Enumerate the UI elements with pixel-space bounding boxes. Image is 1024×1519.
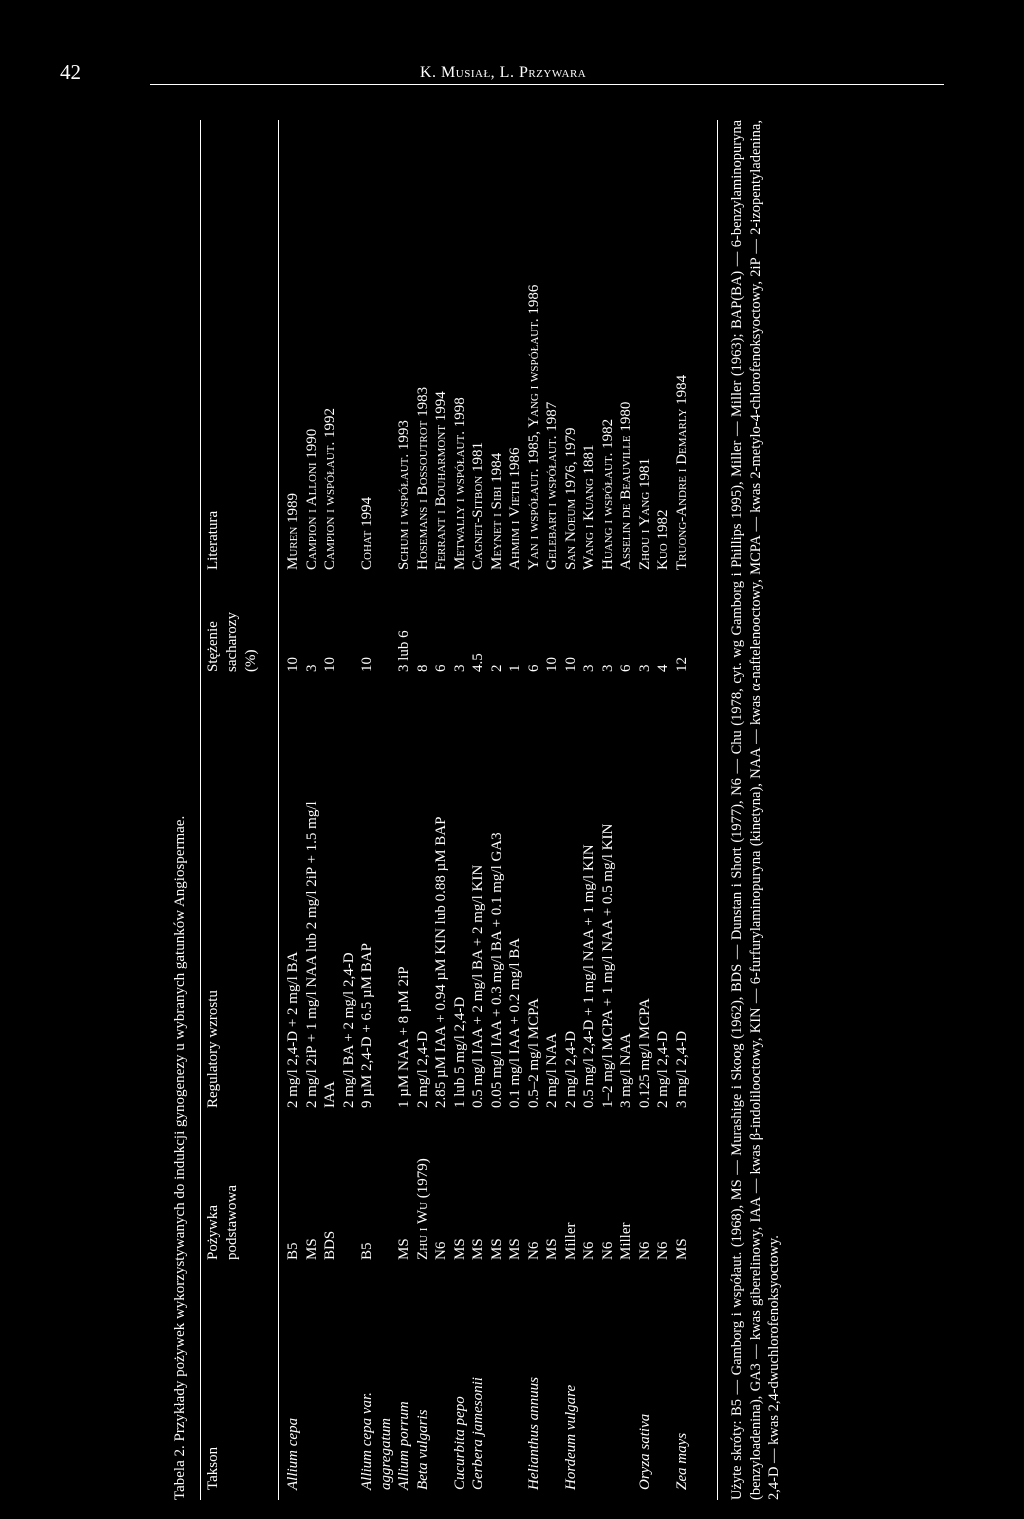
cell-sucrose: 6 <box>433 664 449 672</box>
cell-taxon: Helianthus annuus <box>525 1377 542 1490</box>
cell-sucrose: 12 <box>673 657 690 672</box>
table-body <box>284 120 691 1500</box>
cell-sucrose: 10 <box>285 657 301 672</box>
cell-sucrose: 3 <box>599 664 616 672</box>
cell-medium: Miller <box>562 1222 579 1260</box>
cell-sucrose: 10 <box>544 657 560 672</box>
cell-literature: Muren 1989 <box>285 492 301 570</box>
cell-taxon: Cucurbita pepo <box>451 1396 468 1490</box>
cell-regulators: 0.5 mg/l IAA + 2 mg/l BA + 2 mg/l KIN <box>470 864 486 1108</box>
cell-literature: Zhou i Yang 1981 <box>636 457 653 570</box>
cell-literature: Yan i współaut. 1985, Yang i współaut. 1986 <box>525 284 542 570</box>
cell-medium: N6 <box>581 1241 597 1260</box>
table-row <box>654 120 673 1500</box>
cell-literature: Hosemans i Bossoutrot 1983 <box>414 386 431 570</box>
cell-sucrose: 3 <box>303 664 320 672</box>
table-bottom-rule <box>717 120 718 1500</box>
table-row <box>451 120 470 1500</box>
cell-regulators: 0.125 mg/l MCPA <box>636 998 653 1108</box>
table-row <box>506 120 525 1500</box>
cell-sucrose: 8 <box>414 664 431 672</box>
cell-regulators: 3 mg/l 2,4-D <box>673 1030 690 1108</box>
cell-literature: Ahmim i Vieth 1986 <box>507 447 523 570</box>
cell-literature: Meynet i Sibi 1984 <box>488 452 505 570</box>
page-header <box>60 60 944 86</box>
cell-sucrose: 10 <box>359 657 375 672</box>
cell-literature: Truong-Andre i Demarly 1984 <box>673 374 690 570</box>
col-header-medium-line2: podstawowa <box>224 1185 240 1260</box>
cell-taxon: Beta vulgaris <box>414 1409 431 1490</box>
table-row <box>599 120 618 1500</box>
cell-regulators: 2 mg/l 2,4-D <box>655 1030 671 1108</box>
cell-regulators: 9 µM 2,4-D + 6.5 µM BAP <box>359 943 375 1108</box>
cell-medium: Miller <box>618 1222 634 1260</box>
cell-regulators: 0.5 mg/l 2,4-D + 1 mg/l NAA + 1 mg/l KIN <box>581 844 597 1108</box>
table-row <box>488 120 507 1500</box>
table-row <box>377 120 396 1500</box>
cell-taxon: aggregatum <box>377 1418 394 1490</box>
table-top-rule <box>200 120 201 1500</box>
cell-literature: Ferrant i Bouharmont 1994 <box>433 391 449 570</box>
cell-taxon: Allium cepa <box>285 1417 301 1490</box>
cell-medium: N6 <box>599 1241 616 1260</box>
cell-literature: Wang i Kuang 1881 <box>581 444 597 570</box>
cell-medium: Zhu i Wu (1979) <box>414 1158 431 1260</box>
cell-regulators: 2 mg/l 2,4-D + 2 mg/l BA <box>285 951 301 1108</box>
cell-literature: Campion i Alloni 1990 <box>303 428 320 570</box>
cell-medium: MS <box>451 1238 468 1260</box>
cell-taxon: Hordeum vulgare <box>562 1384 579 1490</box>
cell-taxon: Zea mays <box>673 1432 690 1490</box>
cell-literature: Cohat 1994 <box>359 496 375 570</box>
table-row <box>414 120 433 1500</box>
cell-medium: BDS <box>322 1230 338 1260</box>
cell-medium: MS <box>470 1238 486 1260</box>
cell-medium: MS <box>673 1238 690 1260</box>
cell-regulators: 2.85 µM IAA + 0.94 µM KIN lub 0.88 µM BAP <box>433 816 449 1108</box>
cell-literature: Cagnet-Sitbon 1981 <box>470 442 486 570</box>
cell-regulators: 2 mg/l 2iP + 1 mg/l NAA lub 2 mg/l 2iP + 1.5 mg/l <box>303 801 320 1108</box>
cell-regulators: 0.5–2 mg/l MCPA <box>525 998 542 1108</box>
running-head: K. Musiał, L. Przywara <box>420 64 587 81</box>
table-row <box>340 120 359 1500</box>
col-header-sucrose-line1: Stężenie <box>205 621 221 672</box>
cell-regulators: 0.05 mg/l IAA + 0.3 mg/l BA + 0.1 mg/l GA3 <box>488 832 505 1108</box>
cell-taxon: Allium cepa var. <box>359 1392 375 1490</box>
table-row <box>432 120 451 1500</box>
cell-taxon: Gerbera jamesonii <box>470 1377 486 1490</box>
col-header-sucrose <box>204 612 261 672</box>
cell-sucrose: 3 lub 6 <box>396 630 412 672</box>
cell-literature: Metwally i współaut. 1998 <box>451 397 468 570</box>
table-caption: Tabela 2. Przykłady pożywek wykorzystywanych do indukcji gynogenezy u wybranych gatunków Angiospermae. <box>172 815 188 1500</box>
cell-sucrose: 6 <box>618 664 634 672</box>
cell-sucrose: 3 <box>451 664 468 672</box>
table-row <box>284 120 303 1500</box>
table-row <box>580 120 599 1500</box>
cell-regulators: 1 lub 5 mg/l 2,4-D <box>451 996 468 1108</box>
cell-regulators: 1–2 mg/l MCPA + 1 mg/l NAA + 0.5 mg/l KIN <box>599 823 616 1108</box>
cell-medium: MS <box>488 1238 505 1260</box>
cell-sucrose: 1 <box>507 664 523 672</box>
cell-medium: B5 <box>285 1242 301 1260</box>
cell-regulators: 2 mg/l BA + 2 mg/l 2,4-D <box>340 952 357 1108</box>
cell-regulators: 3 mg/l NAA <box>618 1033 634 1108</box>
col-header-sucrose-line2: sacharozy <box>224 612 240 672</box>
cell-regulators: 2 mg/l NAA <box>544 1033 560 1108</box>
col-header-literature: Literatura <box>205 510 221 570</box>
cell-regulators: 1 µM NAA + 8 µM 2iP <box>396 966 412 1108</box>
cell-literature: Huang i współaut. 1982 <box>599 418 616 570</box>
col-header-taxon: Takson <box>205 1446 221 1490</box>
table-row <box>395 120 414 1500</box>
table-row <box>636 120 655 1500</box>
cell-sucrose: 4.5 <box>470 653 486 672</box>
col-header-medium-line1: Pożywka <box>205 1205 221 1260</box>
table-row <box>673 120 692 1500</box>
cell-regulators: 0.1 mg/l IAA + 0.2 mg/l BA <box>507 937 523 1108</box>
cell-literature: San Noeum 1976, 1979 <box>562 427 579 570</box>
cell-sucrose: 10 <box>322 657 338 672</box>
col-header-regulators: Regulatory wzrostu <box>205 990 221 1108</box>
table-row <box>358 120 377 1500</box>
cell-literature: Campion i współaut. 1992 <box>322 408 338 570</box>
table-header-rule <box>278 120 279 1500</box>
table-row <box>321 120 340 1500</box>
cell-sucrose: 2 <box>488 664 505 672</box>
cell-medium: MS <box>396 1238 412 1260</box>
cell-medium: N6 <box>433 1241 449 1260</box>
cell-regulators: 2 mg/l 2,4-D <box>414 1030 431 1108</box>
table-row <box>562 120 581 1500</box>
cell-literature: Gelebart i współaut. 1987 <box>544 401 560 570</box>
cell-medium: MS <box>507 1238 523 1260</box>
table-row <box>469 120 488 1500</box>
cell-literature: Kuo 1982 <box>655 509 671 570</box>
cell-medium: N6 <box>636 1241 653 1260</box>
cell-medium: B5 <box>359 1242 375 1260</box>
cell-taxon: Allium porrum <box>396 1401 412 1490</box>
table-row <box>617 120 636 1500</box>
cell-regulators: 2 mg/l 2,4-D <box>562 1030 579 1108</box>
cell-literature: Asselin de Beauville 1980 <box>618 401 634 570</box>
cell-medium: N6 <box>525 1241 542 1260</box>
table-row <box>543 120 562 1500</box>
table-footnote: Użyte skróty: B5 — Gamborg i współaut. (1968), MS — Murashige i Skoog (1962), BDS — Dunstan i Short (1977), N6 — Chu (1978, cyt. wg Gamborg i Phillips 1995), Miller — Miller (1963); BAP(BA) — 6-benzylaminopuryna (benzyloadenina), GA3 — kwas giberelinowy, IAA — kwas β-indolilooctowy, KIN — 6-furfurylaminopuryna (kinetyna), NAA — kwas α-naftelenooctowy, MCPA — kwas 2-metylo-4-chlorofenoksyoctowy, 2iP — 2-izopentyladenina, 2,4-D — kwas 2,4-dwuchlorofenoksyoctowy. <box>729 120 782 1500</box>
col-header-sucrose-line3: (%) <box>243 649 259 672</box>
cell-sucrose: 6 <box>525 664 542 672</box>
page-number: 42 <box>60 60 81 84</box>
cell-taxon: Oryza sativa <box>636 1413 653 1490</box>
cell-medium: MS <box>544 1238 560 1260</box>
cell-medium: N6 <box>655 1241 671 1260</box>
cell-literature: Schum i współaut. 1993 <box>396 420 412 570</box>
cell-sucrose: 3 <box>636 664 653 672</box>
cell-sucrose: 10 <box>562 657 579 672</box>
table-row <box>303 120 322 1500</box>
rotated-table-block <box>160 110 820 1500</box>
table-row <box>525 120 544 1500</box>
col-header-medium <box>204 1185 242 1260</box>
cell-regulators: IAA <box>322 1081 338 1108</box>
cell-sucrose: 3 <box>581 664 597 672</box>
cell-medium: MS <box>303 1238 320 1260</box>
cell-sucrose: 4 <box>655 664 671 672</box>
header-rule <box>150 84 944 85</box>
